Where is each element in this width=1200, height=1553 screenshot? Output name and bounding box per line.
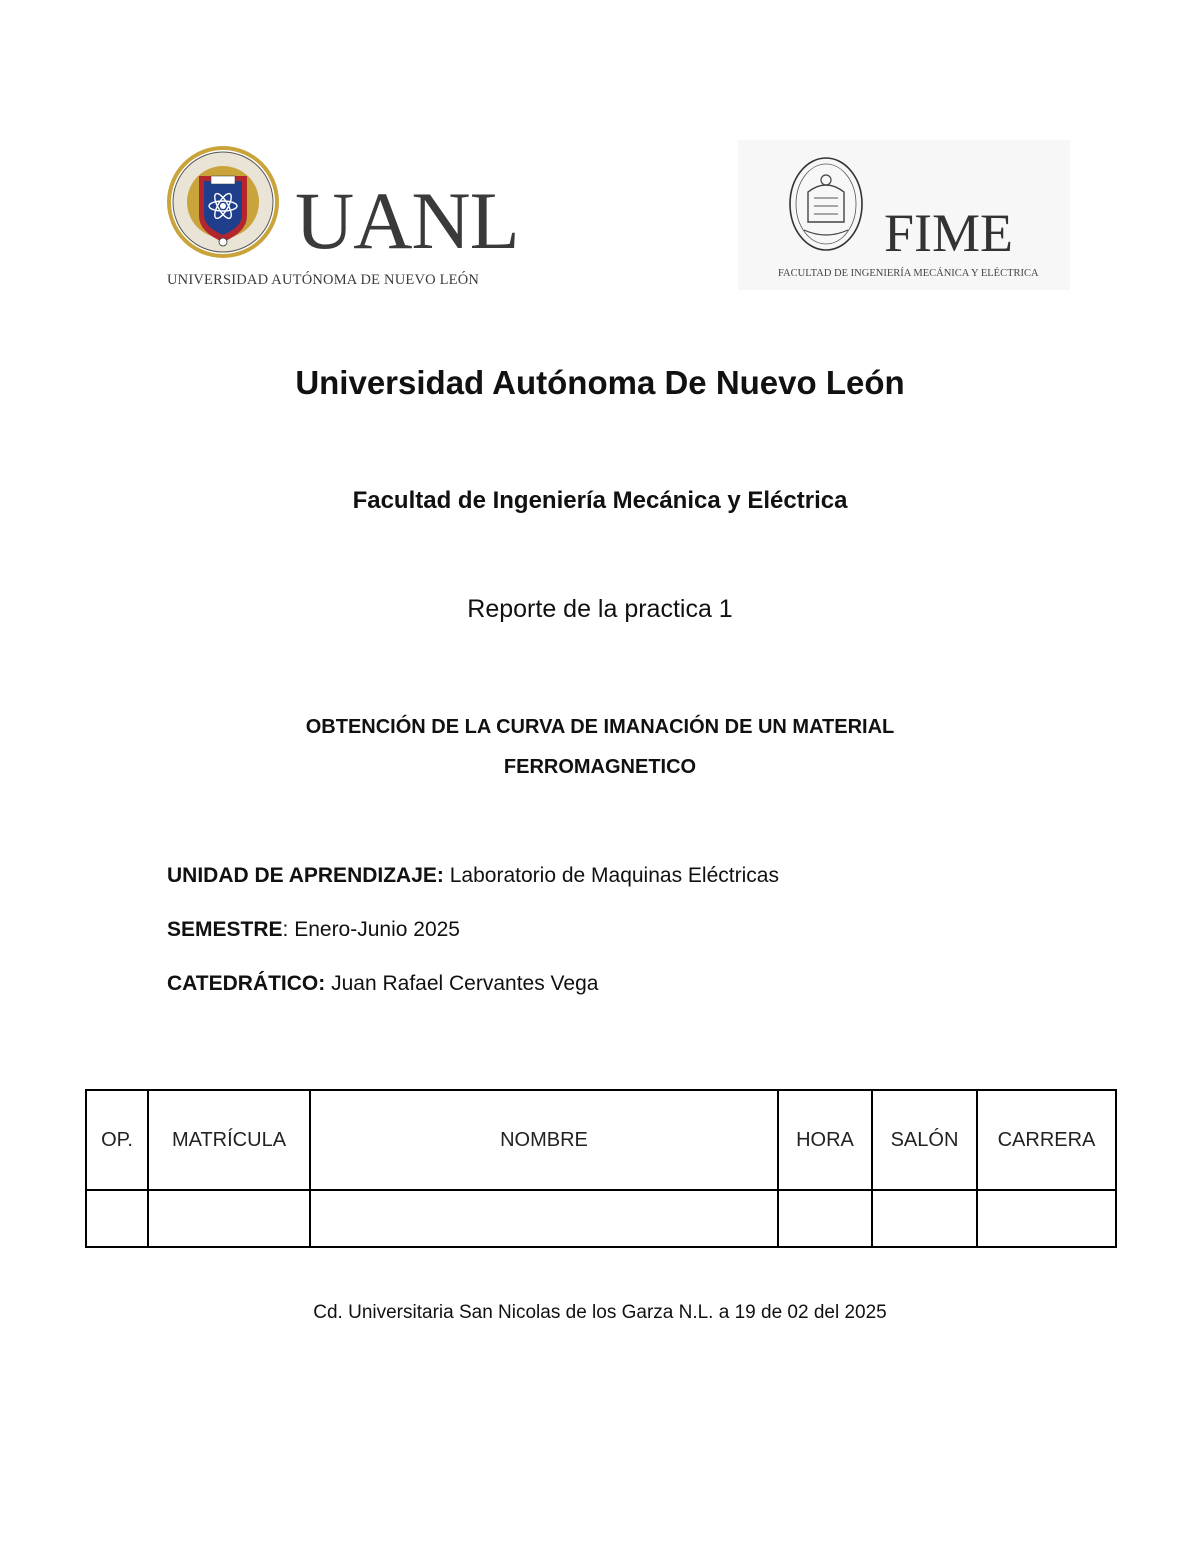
table-header-row — [86, 1090, 1116, 1190]
header-matricula: MATRÍCULA — [148, 1090, 310, 1190]
header-nombre: NOMBRE — [310, 1090, 778, 1190]
info-catedratico-value: Juan Rafael Cervantes Vega — [325, 972, 599, 995]
info-catedratico-label: CATEDRÁTICO: — [167, 972, 326, 995]
header-hora: HORA — [778, 1090, 872, 1190]
fime-seal-icon — [786, 154, 866, 254]
uanl-seal-icon — [165, 144, 281, 260]
cell-hora — [778, 1190, 872, 1247]
header-op: OP. — [86, 1090, 148, 1190]
students-table — [85, 1089, 1117, 1248]
info-unidad-value: Laboratorio de Maquinas Eléctricas — [443, 864, 779, 887]
cell-carrera — [977, 1190, 1116, 1247]
info-semestre — [167, 918, 460, 942]
header-salon: SALÓN — [872, 1090, 977, 1190]
fime-wordmark: FIME — [884, 203, 1014, 263]
university-title: Universidad Autónoma De Nuevo León — [295, 364, 905, 401]
info-catedratico — [167, 972, 598, 996]
uanl-wordmark: UANL — [295, 175, 519, 266]
subject-title-line-2: FERROMAGNETICO — [503, 756, 697, 778]
subject-title-line-1: OBTENCIÓN DE LA CURVA DE IMANACIÓN DE UN MATERIAL — [305, 716, 895, 738]
cell-op — [86, 1190, 148, 1247]
footer-location-date: Cd. Universitaria San Nicolas de los Garza N.L. a 19 de 02 del 2025 — [313, 1302, 887, 1323]
info-unidad-label: UNIDAD DE APRENDIZAJE: — [167, 864, 444, 887]
cell-matricula — [148, 1190, 310, 1247]
table-row — [86, 1190, 1116, 1247]
uanl-subtitle: UNIVERSIDAD AUTÓNOMA DE NUEVO LEÓN — [167, 272, 480, 288]
cell-salon — [872, 1190, 977, 1247]
cell-nombre — [310, 1190, 778, 1247]
faculty-title: Facultad de Ingeniería Mecánica y Eléctrica — [352, 487, 848, 514]
fime-subtitle: FACULTAD DE INGENIERÍA MECÁNICA Y ELÉCTRICA — [778, 268, 1039, 279]
info-semestre-value: : Enero-Junio 2025 — [282, 918, 460, 941]
header-carrera: CARRERA — [977, 1090, 1116, 1190]
fime-logo — [738, 140, 1070, 290]
info-semestre-label: SEMESTRE — [167, 918, 283, 941]
info-unidad — [167, 864, 779, 888]
report-title: Reporte de la practica 1 — [467, 595, 733, 623]
uanl-logo — [163, 142, 519, 292]
